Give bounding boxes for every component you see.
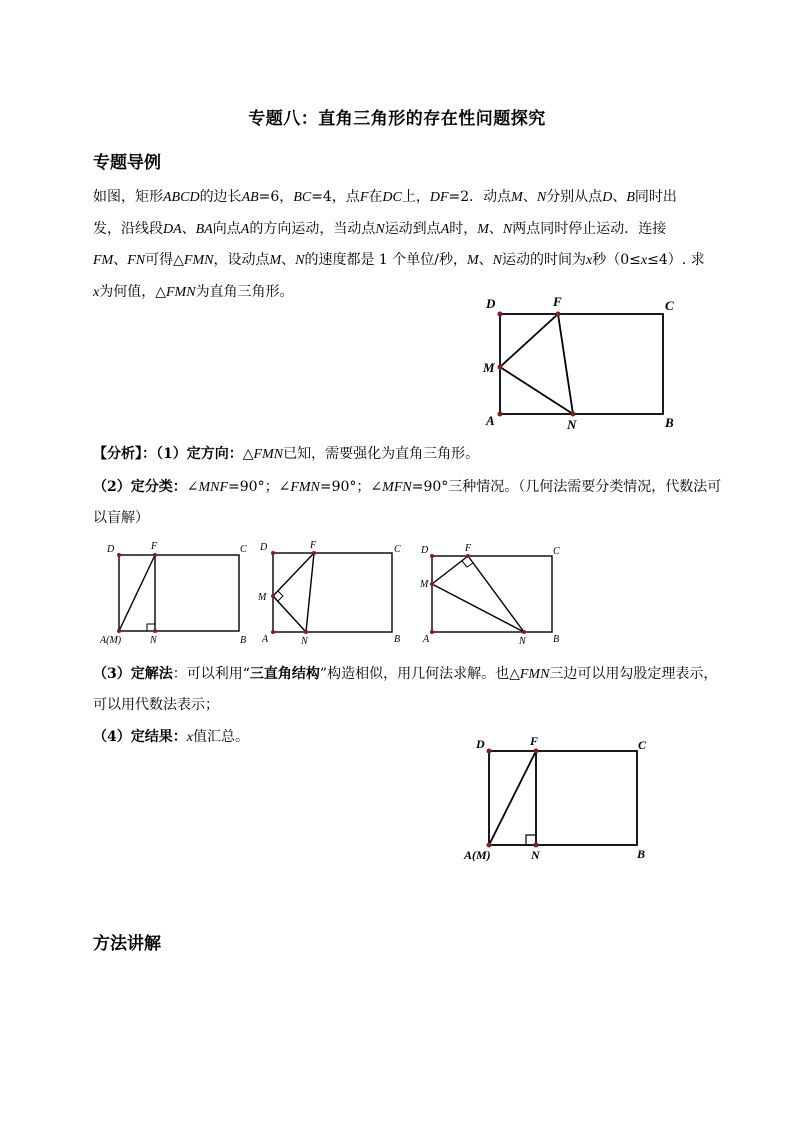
analysis-step-1: 【分析】：（1）定方向：△FMN已知，需要强化为直角三角形。 [93, 446, 480, 462]
problem-line-1: 如图，矩形ABCD的边长AB=6，BC=4，点F在DC上，DF=2．动点M、N分别从点D、B同时出 [93, 189, 677, 205]
problem-line-4: x为何值，△FMN为直角三角形。 [93, 284, 294, 300]
label-m: M [483, 360, 495, 375]
result-point-n [534, 843, 539, 848]
page-title: 专题八：直角三角形的存在性问题探究 [248, 109, 546, 129]
label-n: N [567, 417, 577, 432]
case3-label-f: F [465, 543, 472, 554]
case3-label-n: N [519, 636, 526, 647]
section-heading-intro: 专题导例 [93, 153, 161, 173]
case2-label-n: N [301, 636, 308, 647]
case3-label-a: A [423, 634, 430, 645]
case-figure-3 [418, 538, 578, 650]
case3-right-angle-mark [462, 561, 473, 567]
rectangle-abcd [500, 314, 663, 414]
problem-line-2: 发，沿线段DA、BA向点A的方向运动，当动点N运动到点A时，M、N两点同时停止运动．连接 [93, 221, 667, 237]
point-m [498, 365, 503, 370]
main-figure-points [498, 312, 576, 417]
case3-label-m: M [420, 579, 429, 590]
label-a: A [486, 413, 495, 428]
result-rectangle [489, 751, 637, 845]
case1-point-a [117, 629, 121, 633]
point-d [498, 312, 503, 317]
case1-segment-fa [119, 555, 155, 631]
case3-segment-fn [468, 556, 524, 632]
case1-point-n [153, 629, 157, 633]
point-a [498, 412, 503, 417]
case3-segment-fm [432, 556, 468, 584]
case1-label-f: F [151, 541, 158, 552]
case2-segment-fn [306, 553, 314, 632]
case2-label-m: M [258, 592, 267, 603]
case1-point-d [117, 553, 121, 557]
case1-label-b: B [240, 635, 247, 646]
analysis-step-3-cont: 可以用代数法表示； [93, 697, 219, 713]
case2-point-f [312, 551, 316, 555]
segment-fm [500, 314, 558, 367]
case2-rectangle [273, 553, 392, 632]
result-label-d: D [476, 737, 485, 751]
result-point-d [487, 749, 492, 754]
result-label-c: C [638, 738, 647, 752]
segment-mn [500, 367, 573, 414]
result-label-f: F [530, 734, 539, 748]
case1-label-d: D [107, 544, 115, 555]
case2-right-angle-mark [278, 591, 283, 601]
point-n [571, 412, 576, 417]
case2-label-f: F [310, 540, 317, 551]
case3-point-d [430, 554, 434, 558]
case2-segment-fm [273, 553, 314, 596]
case2-label-b: B [394, 634, 401, 645]
result-label-b: B [637, 847, 646, 861]
case-figure-2 [258, 538, 418, 650]
case2-point-d [271, 551, 275, 555]
case2-point-m [271, 594, 275, 598]
analysis-step-2-cont: 以盲解） [93, 510, 149, 526]
case3-label-b: B [553, 634, 560, 645]
problem-line-3: FM、FN可得△FMN，设动点M、N的速度都是 1 个单位/秒，M、N运动的时间为x秒（0≤x≤4）. 求 [93, 252, 705, 268]
analysis-step-2: （2）定分类：∠MNF=90°；∠FMN=90°；∠MFN=90°三种情况。（几何法需要分类情况，代数法可 [93, 479, 722, 495]
result-label-n: N [531, 848, 540, 862]
result-point-f [534, 749, 539, 754]
case2-segment-mn [273, 596, 306, 632]
case2-point-a [271, 630, 275, 634]
analysis-step-4: （4）定结果：x值汇总。 [93, 729, 249, 745]
point-f [556, 312, 561, 317]
result-point-a [487, 843, 492, 848]
case3-label-d: D [421, 545, 429, 556]
case3-point-n [522, 630, 526, 634]
result-figure [460, 732, 660, 872]
label-d: D [486, 296, 496, 311]
case1-label-c: C [240, 544, 247, 555]
label-f: F [553, 294, 562, 309]
case2-label-d: D [260, 542, 268, 553]
analysis-step-3: （3）定解法：可以利用“三直角结构”构造相似，用几何法求解。也△FMN三边可以用勾股定理表示， [93, 666, 718, 682]
case1-point-f [153, 553, 157, 557]
result-segment-fa [489, 751, 536, 845]
main-figure [480, 292, 680, 432]
main-figure-lines [500, 314, 663, 414]
result-label-am: A(M) [464, 848, 491, 862]
case-figure-1 [100, 538, 260, 650]
case3-point-f [466, 554, 470, 558]
case2-label-a: A [262, 634, 269, 645]
case1-label-am: A(M) [100, 635, 122, 646]
case2-point-n [304, 630, 308, 634]
case3-segment-mn [432, 584, 524, 632]
case2-label-c: C [394, 544, 401, 555]
section-heading-method: 方法讲解 [93, 934, 161, 954]
case3-label-c: C [553, 546, 560, 557]
case3-point-a [430, 630, 434, 634]
case3-point-m [430, 582, 434, 586]
label-b: B [665, 415, 674, 430]
segment-fn [558, 314, 573, 414]
case1-label-n: N [150, 635, 157, 646]
label-c: C [665, 298, 674, 313]
